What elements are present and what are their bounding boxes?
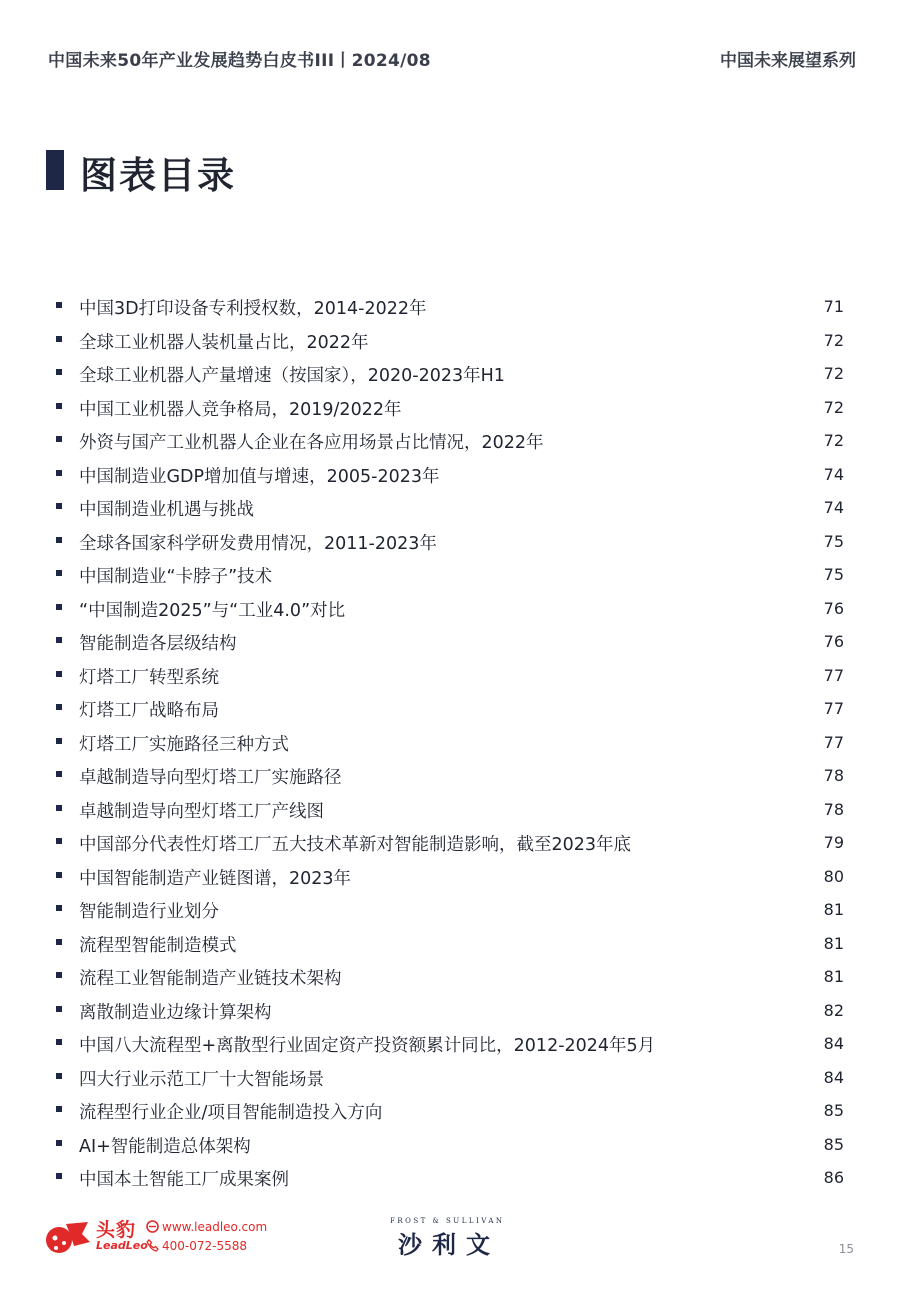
bullet-icon (56, 771, 62, 777)
toc-entry[interactable] (0, 1162, 900, 1196)
bullet-icon (56, 972, 62, 978)
website-link[interactable] (146, 1220, 267, 1234)
bullet-icon (56, 872, 62, 878)
toc-entry-title: 全球工业机器人产量增速（按国家），2020-2023年H1 (79, 366, 505, 386)
toc-entry[interactable] (0, 693, 900, 727)
toc-entry[interactable] (0, 1129, 900, 1163)
bullet-icon (56, 939, 62, 945)
toc-entry-title: AI+智能制造总体架构 (79, 1136, 251, 1157)
toc-entry[interactable] (0, 425, 900, 459)
toc-entry-title: 灯塔工厂实施路径三种方式 (79, 734, 289, 755)
toc-entry-page: 84 (823, 1034, 844, 1053)
toc-entry-title: 中国工业机器人竞争格局，2019/2022年 (79, 399, 402, 420)
toc-entry-title: 中国智能制造产业链图谱，2023年 (79, 868, 352, 889)
toc-entry-page: 77 (823, 699, 844, 718)
toc-entry-title: 卓越制造导向型灯塔工厂实施路径 (79, 768, 342, 788)
bullet-icon (56, 838, 62, 844)
toc-entry-title: 中国部分代表性灯塔工厂五大技术革新对智能制造影响，截至2023年底 (79, 835, 632, 855)
header-series-title: 中国未来展望系列 (720, 51, 856, 71)
toc-entry-title: 全球工业机器人装机量占比，2022年 (79, 332, 369, 353)
toc-entry[interactable] (0, 291, 900, 325)
toc-entry-page: 84 (823, 1067, 844, 1087)
toc-entry-title: 中国本土智能工厂成果案例 (79, 1170, 289, 1190)
title-accent-bar (46, 150, 64, 190)
bullet-icon (56, 604, 62, 610)
bullet-icon (56, 302, 62, 308)
phone-text: 400-072-5588 (162, 1239, 248, 1253)
toc-entry-page: 78 (823, 799, 844, 819)
toc-entry[interactable] (0, 559, 900, 593)
toc-entry-title: 智能制造行业划分 (79, 902, 219, 922)
toc-entry[interactable] (0, 626, 900, 660)
toc-entry-page: 86 (823, 1168, 844, 1187)
toc-entry-title: 流程型智能制造模式 (79, 935, 237, 956)
toc-entry-page: 72 (823, 431, 844, 450)
toc-entry-title: 外资与国产工业机器人企业在各应用场景占比情况，2022年 (79, 433, 544, 453)
toc-entry-page: 81 (823, 933, 844, 953)
globe-icon (146, 1220, 159, 1233)
toc-entry-title: 中国制造业“卡脖子”技术 (79, 567, 273, 587)
toc-entry-page: 72 (823, 397, 844, 417)
toc-entry-page: 81 (823, 967, 844, 986)
toc-entry[interactable] (0, 727, 900, 761)
toc-entry-title: 离散制造业边缘计算架构 (79, 1002, 272, 1023)
toc-entry-title: 卓越制造导向型灯塔工厂产线图 (79, 801, 324, 822)
page-number: 15 (838, 1242, 854, 1256)
bullet-icon (56, 470, 62, 476)
bullet-icon (56, 503, 62, 509)
toc-entry-page: 74 (823, 498, 844, 517)
toc-entry-title: 全球各国家科学研发费用情况，2011-2023年 (79, 533, 437, 554)
bullet-icon (56, 1106, 62, 1112)
bullet-icon (56, 570, 62, 576)
phone-number (146, 1239, 247, 1253)
logo-chinese-name: 头豹 (96, 1219, 137, 1241)
bullet-icon (56, 1006, 62, 1012)
toc-entry[interactable] (0, 1095, 900, 1129)
toc-entry-page: 85 (823, 1101, 844, 1120)
bullet-icon (56, 637, 62, 643)
toc-entry-page: 82 (823, 1000, 844, 1020)
bullet-icon (56, 805, 62, 811)
toc-entry[interactable] (0, 894, 900, 928)
bullet-icon (56, 905, 62, 911)
toc-entry[interactable] (0, 459, 900, 493)
phone-icon (146, 1239, 159, 1252)
bullet-icon (56, 537, 62, 543)
toc-entry[interactable] (0, 1062, 900, 1096)
footer (0, 1212, 900, 1272)
toc-entry[interactable] (0, 961, 900, 995)
toc-entry-title: 中国制造业GDP增加值与增速，2005-2023年 (79, 466, 440, 487)
toc-entry[interactable] (0, 492, 900, 526)
toc-entry-page: 81 (823, 900, 844, 919)
header-report-title: 中国未来50年产业发展趋势白皮书III丨2024/08 (48, 51, 431, 71)
table-of-figures (0, 291, 900, 1196)
toc-entry-page: 77 (823, 665, 844, 685)
toc-entry-title: 中国3D打印设备专利授权数，2014-2022年 (79, 299, 427, 319)
toc-entry-page: 76 (823, 632, 844, 651)
toc-entry[interactable] (0, 593, 900, 627)
bullet-icon (56, 738, 62, 744)
toc-entry-page: 72 (823, 364, 844, 383)
toc-entry[interactable] (0, 358, 900, 392)
toc-entry-title: 智能制造各层级结构 (79, 634, 237, 654)
leadleo-logo-icon (44, 1218, 92, 1256)
toc-entry[interactable] (0, 392, 900, 426)
bullet-icon (56, 403, 62, 409)
toc-entry-title: “中国制造2025”与“工业4.0”对比 (79, 600, 346, 621)
toc-entry[interactable] (0, 861, 900, 895)
partner-chinese-name: 沙利文 (398, 1231, 500, 1259)
bullet-icon (56, 436, 62, 442)
partner-english-name: FROST & SULLIVAN (390, 1217, 505, 1225)
toc-entry-page: 72 (823, 330, 844, 350)
toc-entry[interactable] (0, 794, 900, 828)
bullet-icon (56, 1140, 62, 1146)
toc-entry-page: 77 (823, 732, 844, 752)
page-title: 图表目录 (80, 154, 236, 197)
toc-entry-title: 灯塔工厂转型系统 (79, 667, 219, 688)
bullet-icon (56, 1173, 62, 1179)
toc-entry[interactable] (0, 526, 900, 560)
bullet-icon (56, 671, 62, 677)
toc-entry-title: 中国制造业机遇与挑战 (79, 500, 254, 520)
toc-entry-page: 74 (823, 464, 844, 484)
toc-entry-title: 流程型行业企业/项目智能制造投入方向 (79, 1103, 383, 1123)
toc-entry[interactable] (0, 760, 900, 794)
website-text: www.leadleo.com (162, 1220, 268, 1234)
toc-entry-page: 85 (823, 1134, 844, 1154)
toc-entry-page: 71 (823, 297, 844, 316)
toc-entry-page: 79 (823, 833, 844, 852)
toc-entry-title: 四大行业示范工厂十大智能场景 (79, 1069, 324, 1090)
toc-entry-title: 灯塔工厂战略布局 (79, 701, 219, 721)
bullet-icon (56, 336, 62, 342)
bullet-icon (56, 369, 62, 375)
toc-entry[interactable] (0, 995, 900, 1029)
bullet-icon (56, 1039, 62, 1045)
bullet-icon (56, 1073, 62, 1079)
toc-entry-page: 75 (823, 531, 844, 551)
toc-entry-page: 75 (823, 565, 844, 584)
logo-english-name: LeadLeo (96, 1239, 148, 1252)
toc-entry[interactable] (0, 325, 900, 359)
toc-entry-title: 流程工业智能制造产业链技术架构 (79, 969, 342, 989)
toc-entry[interactable] (0, 928, 900, 962)
toc-entry-page: 80 (823, 866, 844, 886)
toc-entry-page: 76 (823, 598, 844, 618)
toc-entry[interactable] (0, 660, 900, 694)
bullet-icon (56, 704, 62, 710)
toc-entry[interactable] (0, 1028, 900, 1062)
toc-entry-title: 中国八大流程型+离散型行业固定资产投资额累计同比，2012-2024年5月 (79, 1036, 656, 1056)
toc-entry-page: 78 (823, 766, 844, 785)
toc-entry[interactable] (0, 827, 900, 861)
